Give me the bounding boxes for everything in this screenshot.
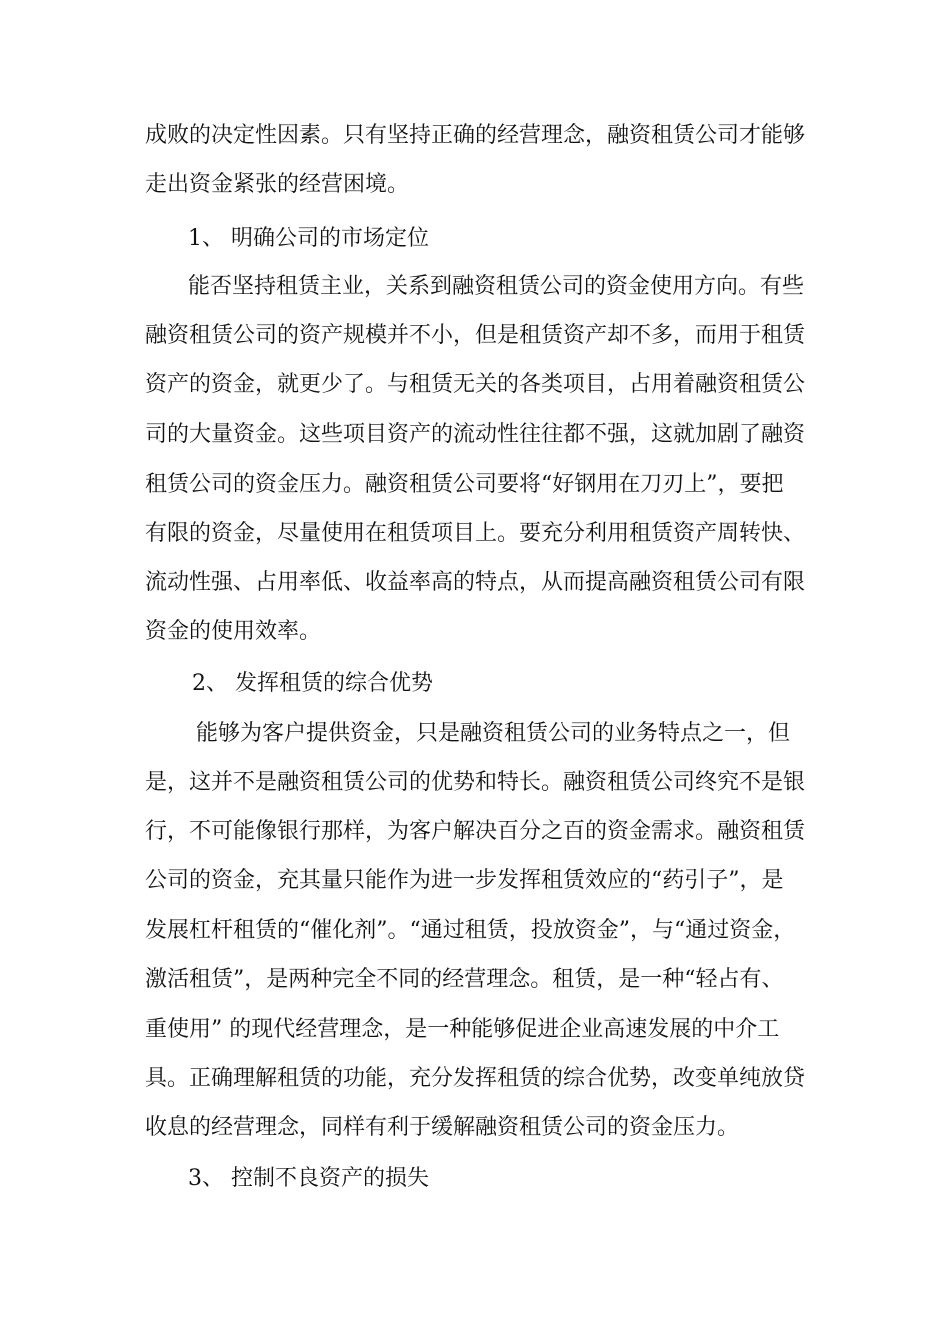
paragraph-line: 能否坚持租赁主业，关系到融资租赁公司的资金使用方向。有些 (188, 274, 805, 299)
paragraph-line: 成败的决定性因素。只有坚持正确的经营理念，融资租赁公司才能够 (145, 123, 806, 148)
section-heading-1: 1、 明确公司的市场定位 (188, 226, 429, 251)
paragraph-line: 流动性强、占用率低、收益率高的特点，从而提高融资租赁公司有限 (145, 570, 806, 595)
paragraph-line: 资金的使用效率。 (145, 619, 322, 644)
paragraph-line: 公司的资金，充其量只能作为进一步发挥租赁效应的“药引子”，是 (145, 868, 784, 893)
paragraph-line: 租赁公司的资金压力。融资租赁公司要将“好钢用在刀刃上”，要把 (145, 472, 784, 497)
paragraph-line: 行，不可能像银行那样，为客户解决百分之百的资金需求。融资租赁 (145, 819, 806, 844)
paragraph-line: 能够为客户提供资金，只是融资租赁公司的业务特点之一，但 (196, 721, 791, 746)
paragraph-line: 有限的资金，尽量使用在租赁项目上。要充分利用租赁资产周转快、 (145, 521, 806, 546)
paragraph-line: 激活租赁”，是两种完全不同的经营理念。租赁，是一种“轻占有、 (145, 967, 784, 992)
paragraph-line: 融资租赁公司的资产规模并不小，但是租赁资产却不多，而用于租赁 (145, 323, 806, 348)
paragraph-line: 具。正确理解租赁的功能，充分发挥租赁的综合优势，改变单纯放贷 (145, 1066, 806, 1091)
paragraph-line: 重使用” 的现代经营理念，是一种能够促进企业高速发展的中介工 (145, 1017, 780, 1042)
paragraph-line: 是，这并不是融资租赁公司的优势和特长。融资租赁公司终究不是银 (145, 770, 806, 795)
paragraph-line: 发展杠杆租赁的“催化剂”。“通过租赁，投放资金”，与“通过资金， (145, 918, 796, 943)
paragraph-line: 收息的经营理念，同样有利于缓解融资租赁公司的资金压力。 (145, 1115, 740, 1140)
section-heading-2: 2、 发挥租赁的综合优势 (192, 671, 433, 696)
paragraph-line: 司的大量资金。这些项目资产的流动性往往都不强，这就加剧了融资 (145, 422, 806, 447)
paragraph-line: 走出资金紧张的经营困境。 (145, 172, 410, 197)
section-heading-3: 3、 控制不良资产的损失 (188, 1166, 429, 1191)
paragraph-line: 资产的资金，就更少了。与租赁无关的各类项目，占用着融资租赁公 (145, 372, 806, 397)
